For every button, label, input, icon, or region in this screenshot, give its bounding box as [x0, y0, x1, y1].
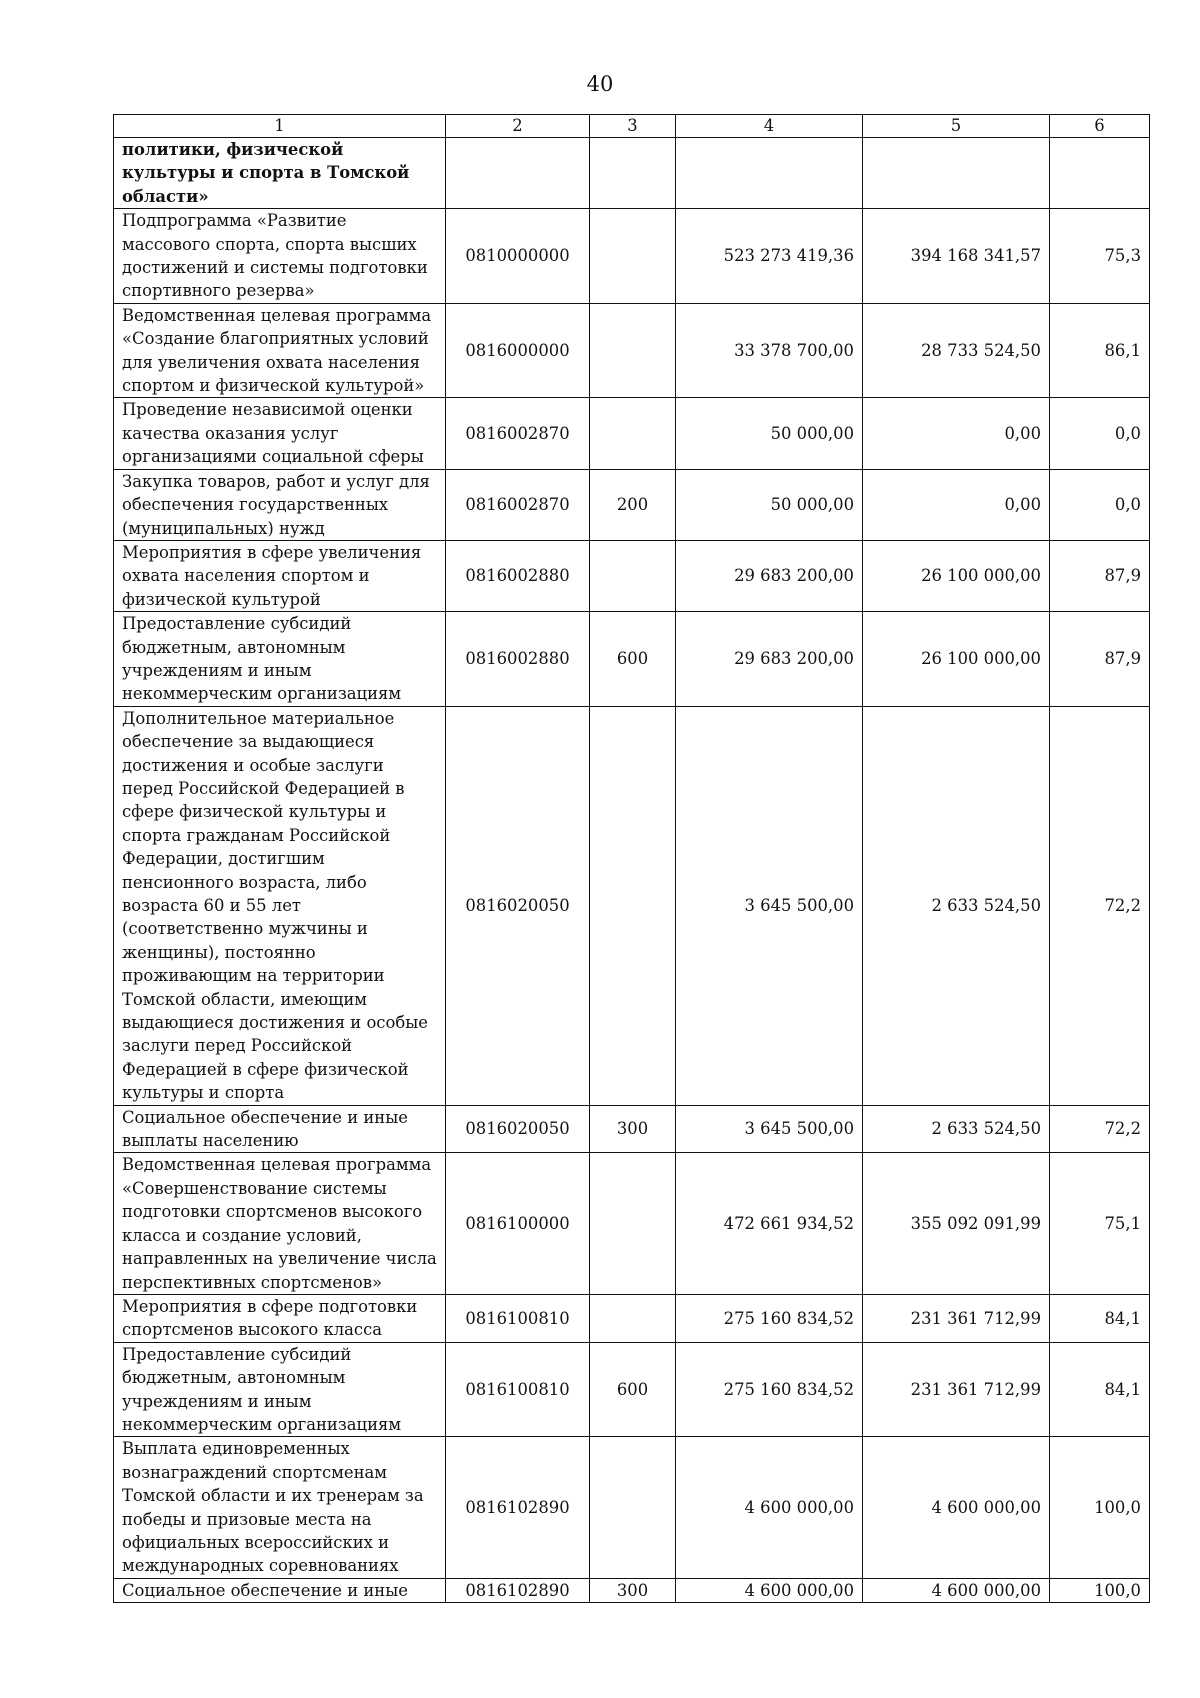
- header-cell: 4: [676, 115, 863, 138]
- row-name-cell: Закупка товаров, работ и услуг для обеспечения государственных (муниципальных) нужд: [114, 469, 446, 540]
- row-name-cell: политики, физической культуры и спорта в Томской области»: [114, 138, 446, 209]
- row-code-cell: 0816020050: [446, 706, 590, 1105]
- row-expense-type-cell: 200: [590, 469, 676, 540]
- row-percent-cell: 75,3: [1050, 209, 1150, 304]
- row-code-cell: 0816002880: [446, 612, 590, 707]
- row-code-cell: 0810000000: [446, 209, 590, 304]
- row-expense-type-cell: 600: [590, 1342, 676, 1437]
- row-code-cell: 0816102890: [446, 1578, 590, 1602]
- row-actual-amount-cell: 4 600 000,00: [863, 1437, 1050, 1578]
- header-cell: 6: [1050, 115, 1150, 138]
- table-row: [114, 1153, 1150, 1294]
- row-percent-cell: 0,0: [1050, 469, 1150, 540]
- table-row: [114, 209, 1150, 304]
- row-plan-amount-cell: 472 661 934,52: [676, 1153, 863, 1294]
- row-expense-type-cell: [590, 303, 676, 398]
- row-plan-amount-cell: [676, 138, 863, 209]
- row-expense-type-cell: [590, 540, 676, 611]
- row-code-cell: 0816002870: [446, 469, 590, 540]
- row-plan-amount-cell: 275 160 834,52: [676, 1294, 863, 1342]
- row-actual-amount-cell: 28 733 524,50: [863, 303, 1050, 398]
- row-code-cell: [446, 138, 590, 209]
- row-actual-amount-cell: 394 168 341,57: [863, 209, 1050, 304]
- row-expense-type-cell: [590, 138, 676, 209]
- row-code-cell: 0816100810: [446, 1294, 590, 1342]
- table-row: [114, 1342, 1150, 1437]
- row-actual-amount-cell: [863, 138, 1050, 209]
- row-plan-amount-cell: 50 000,00: [676, 469, 863, 540]
- row-expense-type-cell: [590, 1437, 676, 1578]
- row-code-cell: 0816000000: [446, 303, 590, 398]
- row-name-cell: Социальное обеспечение и иные выплаты населению: [114, 1105, 446, 1153]
- row-code-cell: 0816002870: [446, 398, 590, 469]
- row-percent-cell: 84,1: [1050, 1294, 1150, 1342]
- row-actual-amount-cell: 0,00: [863, 469, 1050, 540]
- row-plan-amount-cell: 4 600 000,00: [676, 1437, 863, 1578]
- row-code-cell: 0816020050: [446, 1105, 590, 1153]
- row-expense-type-cell: [590, 706, 676, 1105]
- row-plan-amount-cell: 275 160 834,52: [676, 1342, 863, 1437]
- row-name-cell: Предоставление субсидий бюджетным, автономным учреждениям и иным некоммерческим организациям: [114, 612, 446, 707]
- table-row: [114, 1578, 1150, 1602]
- row-actual-amount-cell: 26 100 000,00: [863, 612, 1050, 707]
- row-expense-type-cell: [590, 1294, 676, 1342]
- row-name-cell: Подпрограмма «Развитие массового спорта, спорта высших достижений и системы подготовки спортивного резерва»: [114, 209, 446, 304]
- row-actual-amount-cell: 4 600 000,00: [863, 1578, 1050, 1602]
- row-code-cell: 0816002880: [446, 540, 590, 611]
- header-cell: 5: [863, 115, 1050, 138]
- row-percent-cell: 87,9: [1050, 612, 1150, 707]
- budget-execution-table: [113, 114, 1150, 1603]
- row-percent-cell: 100,0: [1050, 1437, 1150, 1578]
- row-name-cell: Дополнительное материальное обеспечение за выдающиеся достижения и особые заслуги перед Российской Федерацией в сфере физической культуры и спорта гражданам Российской Федерации, достигшим пенсионного возраста, либо возраста 60 и 55 лет (соответственно мужчины и женщины), постоянно проживающим на территории Томской области, имеющим выдающиеся достижения и особые заслуги перед Российской Федерацией в сфере физической культуры и спорта: [114, 706, 446, 1105]
- row-percent-cell: 86,1: [1050, 303, 1150, 398]
- row-percent-cell: 84,1: [1050, 1342, 1150, 1437]
- header-cell: 2: [446, 115, 590, 138]
- row-actual-amount-cell: 26 100 000,00: [863, 540, 1050, 611]
- row-percent-cell: 72,2: [1050, 1105, 1150, 1153]
- row-percent-cell: 72,2: [1050, 706, 1150, 1105]
- row-name-cell: Мероприятия в сфере увеличения охвата населения спортом и физической культурой: [114, 540, 446, 611]
- row-expense-type-cell: [590, 1153, 676, 1294]
- page-number: 40: [586, 72, 614, 96]
- row-code-cell: 0816100000: [446, 1153, 590, 1294]
- table-row: [114, 612, 1150, 707]
- row-name-cell: Ведомственная целевая программа «Создание благоприятных условий для увеличения охвата населения спортом и физической культурой»: [114, 303, 446, 398]
- row-name-cell: Предоставление субсидий бюджетным, автономным учреждениям и иным некоммерческим организациям: [114, 1342, 446, 1437]
- table-header-row: [114, 115, 1150, 138]
- row-expense-type-cell: [590, 398, 676, 469]
- row-expense-type-cell: 600: [590, 612, 676, 707]
- table-row: [114, 398, 1150, 469]
- row-plan-amount-cell: 3 645 500,00: [676, 1105, 863, 1153]
- header-cell: 1: [114, 115, 446, 138]
- table-row: [114, 540, 1150, 611]
- row-plan-amount-cell: 3 645 500,00: [676, 706, 863, 1105]
- table-row: [114, 1437, 1150, 1578]
- table-row: [114, 303, 1150, 398]
- row-plan-amount-cell: 29 683 200,00: [676, 540, 863, 611]
- row-code-cell: 0816100810: [446, 1342, 590, 1437]
- table-row: [114, 1105, 1150, 1153]
- table-row: [114, 706, 1150, 1105]
- row-actual-amount-cell: 2 633 524,50: [863, 1105, 1050, 1153]
- row-plan-amount-cell: 523 273 419,36: [676, 209, 863, 304]
- row-name-cell: Мероприятия в сфере подготовки спортсменов высокого класса: [114, 1294, 446, 1342]
- row-plan-amount-cell: 50 000,00: [676, 398, 863, 469]
- row-plan-amount-cell: 33 378 700,00: [676, 303, 863, 398]
- row-name-cell: Социальное обеспечение и иные: [114, 1578, 446, 1602]
- table-row: [114, 469, 1150, 540]
- row-actual-amount-cell: 231 361 712,99: [863, 1294, 1050, 1342]
- row-expense-type-cell: 300: [590, 1105, 676, 1153]
- row-name-cell: Выплата единовременных вознаграждений спортсменам Томской области и их тренерам за победы и призовые места на официальных всероссийских и международных соревнованиях: [114, 1437, 446, 1578]
- row-actual-amount-cell: 355 092 091,99: [863, 1153, 1050, 1294]
- row-expense-type-cell: [590, 209, 676, 304]
- row-percent-cell: 87,9: [1050, 540, 1150, 611]
- row-plan-amount-cell: 29 683 200,00: [676, 612, 863, 707]
- row-name-cell: Ведомственная целевая программа «Совершенствование системы подготовки спортсменов высокого класса и создание условий, направленных на увеличение числа перспективных спортсменов»: [114, 1153, 446, 1294]
- row-code-cell: 0816102890: [446, 1437, 590, 1578]
- row-plan-amount-cell: 4 600 000,00: [676, 1578, 863, 1602]
- table-row: [114, 1294, 1150, 1342]
- table-row: [114, 138, 1150, 209]
- row-name-cell: Проведение независимой оценки качества оказания услуг организациями социальной сферы: [114, 398, 446, 469]
- row-percent-cell: 0,0: [1050, 398, 1150, 469]
- header-cell: 3: [590, 115, 676, 138]
- row-percent-cell: 100,0: [1050, 1578, 1150, 1602]
- table-body: [114, 138, 1150, 1603]
- row-percent-cell: 75,1: [1050, 1153, 1150, 1294]
- row-actual-amount-cell: 2 633 524,50: [863, 706, 1050, 1105]
- row-actual-amount-cell: 0,00: [863, 398, 1050, 469]
- row-percent-cell: [1050, 138, 1150, 209]
- row-actual-amount-cell: 231 361 712,99: [863, 1342, 1050, 1437]
- row-expense-type-cell: 300: [590, 1578, 676, 1602]
